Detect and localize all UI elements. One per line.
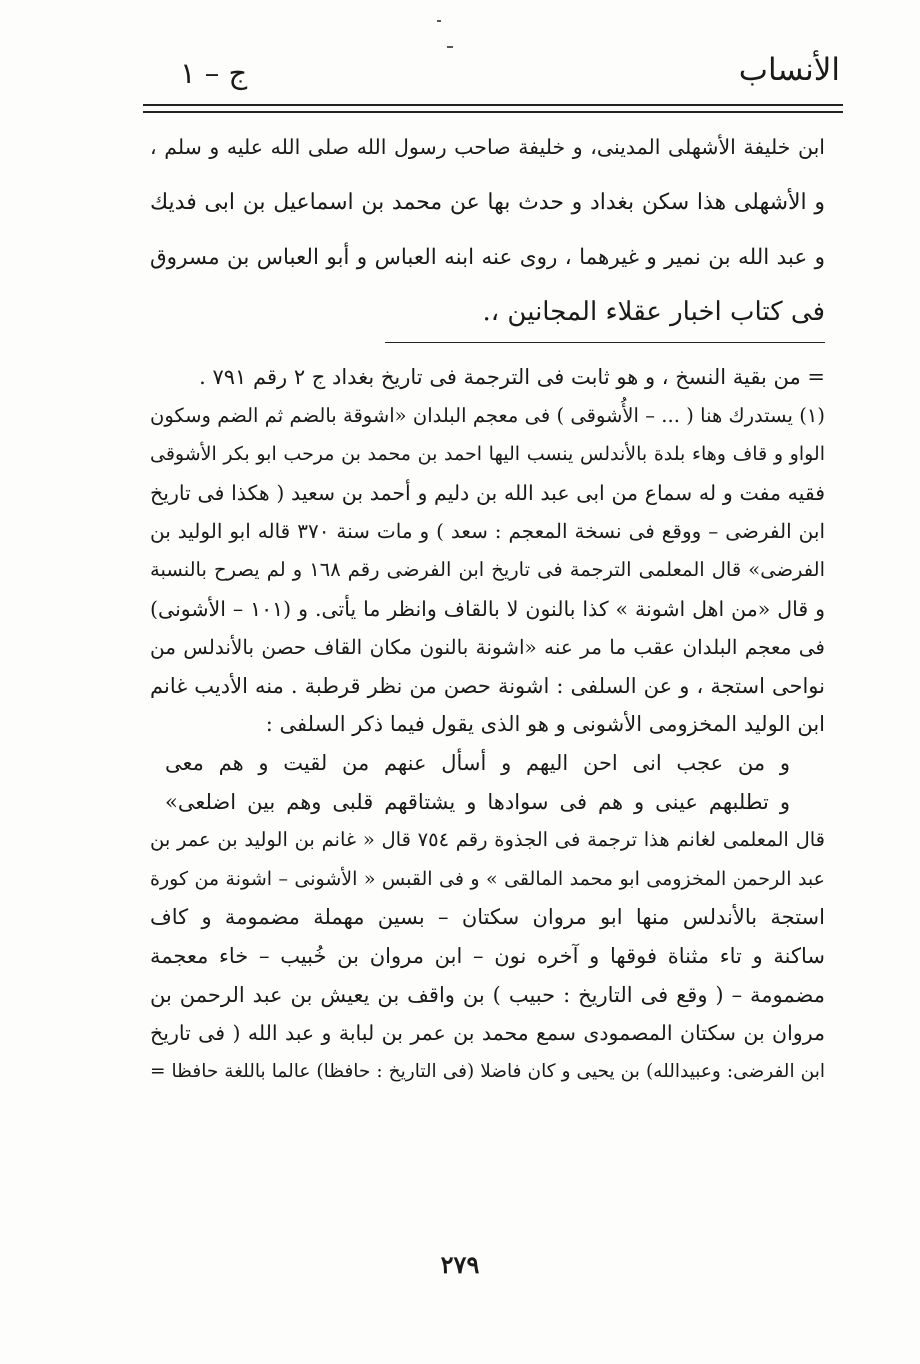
footnote-line: و قال «من اهل اشونة » كذا بالنون لا بالقاف وانظر ما يأتى. و (١٠١ – الأشونى) [150,596,825,621]
page-number: ٢٧٩ [440,1250,480,1279]
footnote-separator [385,342,825,343]
body-line: فى كتاب اخبار عقلاء المجانين ،. [482,297,825,327]
scan-speck [447,46,453,48]
page-header [150,50,840,100]
running-title: الأنساب [738,52,840,88]
footnotes [150,358,825,1091]
verse-line: و تطلبهم عينى و هم فى سوادها و يشتاقهم قلبى وهم بين اضلعى» [165,789,790,814]
footnote-line: ساكنة و تاء مثناة فوقها و آخره نون – ابن مروان بن خُبيب – خاء معجمة [150,943,825,968]
footnote-line: استجة بالأندلس منها ابو مروان سكتان – بسين مهملة مضمومة و كاف [150,905,825,930]
footnote-line: عبد الرحمن المخزومى ابو محمد المالقى » و فى القبس « الأشونى – اشونة من كورة [150,867,825,890]
footnote-line: ابن الوليد المخزومى الأشونى و هو الذى يقول فيما ذكر السلفى : [265,712,825,737]
volume-label: ج – ١ [180,56,248,90]
footnote-line: مضمومة – ( وقع فى التاريخ : حبيب ) بن واقف بن يعيش بن عبد الرحمن بن [150,982,825,1007]
header-rule-bottom [143,111,843,113]
footnote-line: نواحى استجة ، و عن السلفى : اشونة حصن من نظر قرطبة . منه الأديب غانم [150,673,825,698]
footnote-line: ابن الفرضى: وعبيدالله) بن يحيى و كان فاضلا (فى التاريخ : حافظا) عالما باللغة حافظا = [150,1060,825,1082]
verse-line: و من عجب انى احن اليهم و أسأل عنهم من لقيت و هم معى [165,750,790,775]
body-line: و عبد الله بن نمير و غيرهما ، روى عنه ابنه العباس و أبو العباس بن مسروق [150,245,825,270]
footnote-line: قال المعلمى لغانم هذا ترجمة فى الجذوة رقم ٧٥٤ قال « غانم بن الوليد بن عمر بن [150,828,825,852]
footnote-line: الواو و قاف وهاء بلدة بالأندلس ينسب اليها احمد بن محمد بن مرحب ابو بكر الأشوقى [150,443,825,466]
footnote-line: ابن الفرضى – ووقع فى نسخة المعجم : سعد ) و مات سنة ٣٧٠ قاله ابو الوليد بن [150,519,826,544]
footnote-line: الفرضى» قال المعلمى الترجمة فى تاريخ ابن الفرضى رقم ١٦٨ و لم يصرح بالنسبة [150,557,826,581]
footnote-line: فى معجم البلدان عقب ما مر عنه «اشونة بالنون مكان القاف حصن بالأندلس من [150,635,825,660]
scan-speck [437,20,441,22]
footnote-line: (١) يستدرك هنا ( ... – الأُشوقى ) فى معجم البلدان «اشوقة بالضم ثم الضم وسكون [150,403,825,427]
footnote-line: مروان بن سكتان المصمودى سمع محمد بن عمر بن لبابة و عبد الله ( فى تاريخ [150,1021,825,1046]
body-line: و الأشهلى هذا سكن بغداد و حدث بها عن محمد بن اسماعيل بن ابى فديك [150,190,825,215]
footnote-line: = من بقية النسخ ، و هو ثابت فى الترجمة فى تاريخ بغداد ج ٢ رقم ٧٩١ . [199,365,825,389]
main-text [150,120,825,340]
footnote-line: فقيه مفت و له سماع من ابى عبد الله بن دليم و أحمد بن سعيد ( هكذا فى تاريخ [150,480,825,505]
body-line: ابن خليفة الأشهلى المدينى، و خليفة صاحب رسول الله صلى الله عليه و سلم ، [150,135,825,159]
header-rule-top [143,104,843,106]
